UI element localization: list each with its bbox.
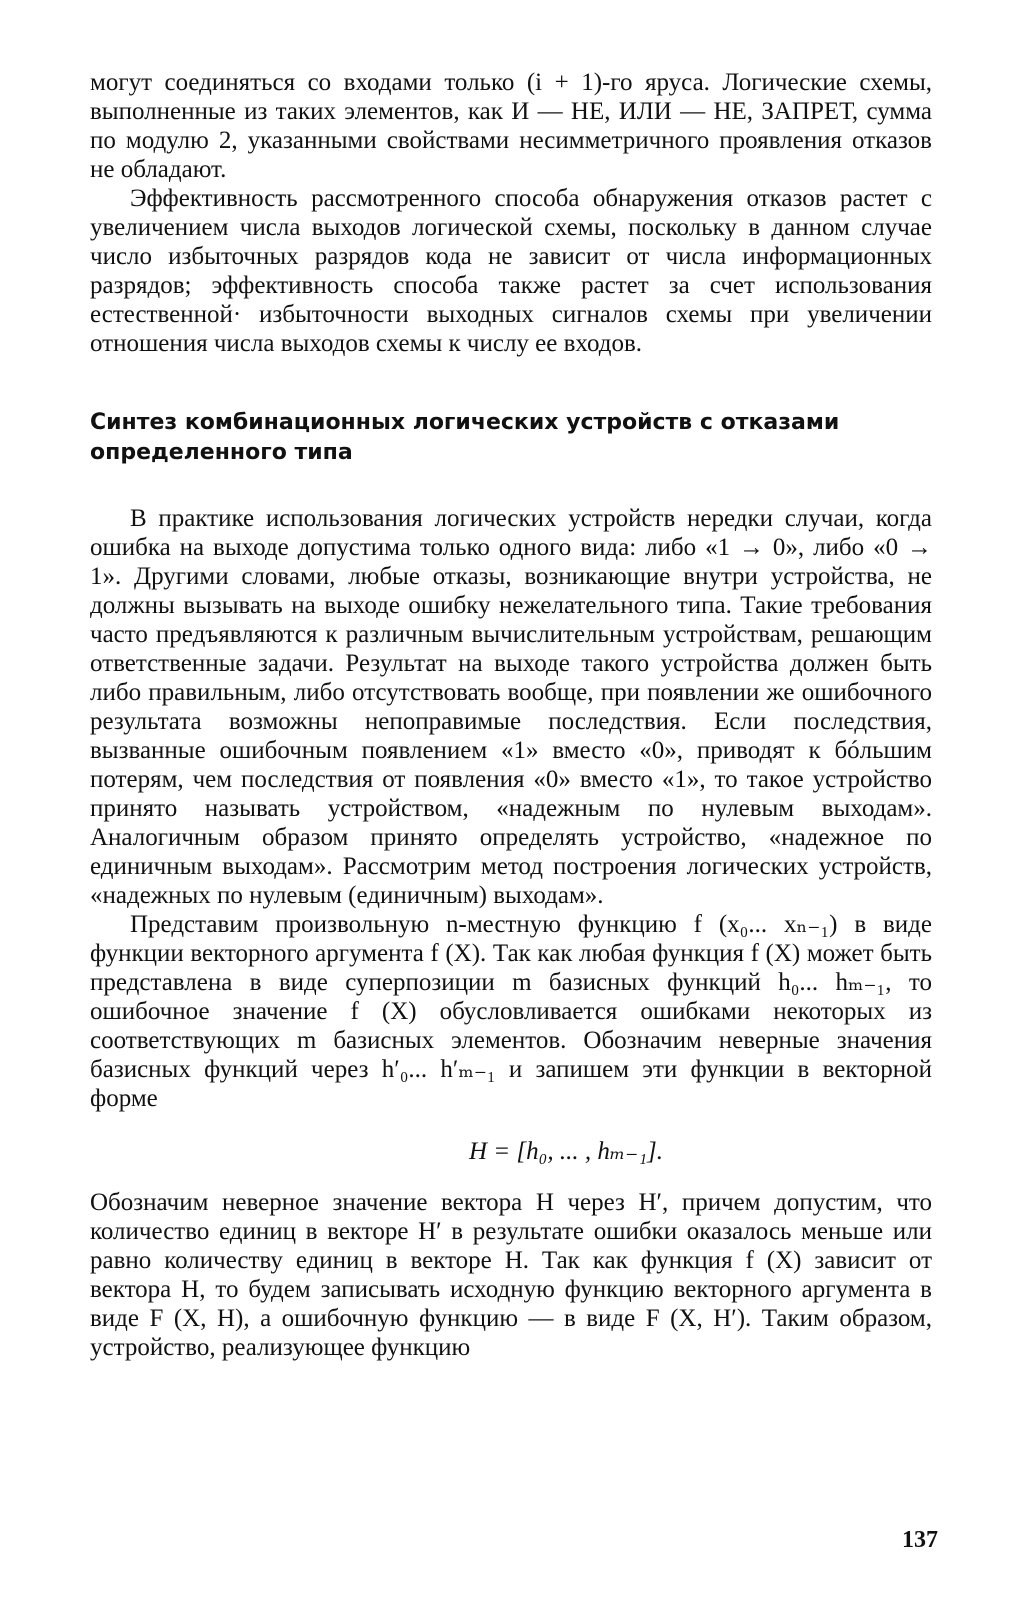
paragraph-efficiency: Эффективность рассмотренного способа обнаружения отказов растет с увеличением числа выходов логической схемы, поскольку в данном случае число избыточных разрядов кода не зависит от числа информационных разрядов; эффективность способа также растет за счет использования естественной· избыточности выходных сигналов схемы при увеличении отношения числа выходов схемы к числу ее входов.: [90, 185, 932, 357]
section-heading: Синтез комбинационных логических устройств с отказами определенного типа: [90, 410, 840, 465]
page-body: [90, 68, 932, 1362]
page-number: 137: [902, 1527, 938, 1553]
paragraph-practice: В практике использования логических устройств нередки случаи, когда ошибка на выходе допустима только одного вида: либо «1 → 0», либо «0 → 1». Другими словами, любые отказы, возникающие внутри устройства, не должны вызывать на выходе ошибку нежелательного типа. Такие требования часто предъявляются к различным вычислительным устройствам, решающим ответственные задачи. Результат на выходе такого устройства должен быть либо правильным, либо отсутствовать вообще, при появлении же ошибочного результата возможны непоправимые последствия. Если последствия, вызванные ошибочным появлением «1» вместо «0», приводят к бóльшим потерям, чем последствия от появления «0» вместо «1», то такое устройство принято называть устройством, «надежным по нулевым выходам». Аналогичным образом принято определять устройство, «надежное по единичным выходам». Рассмотрим метод построения логических устройств, «надежных по нулевым (единичным) выходам».: [90, 505, 932, 909]
paragraph-error-vector: Обозначим неверное значение вектора H через H′, причем допустим, что количество единиц в векторе H′ в результате ошибки оказалось меньше или равно количеству единиц в векторе H. Так как функция f (X) зависит от вектора H, то будем записывать исходную функцию векторного аргумента в виде F (X, H), а ошибочную функцию — в виде F (X, H′). Таким образом, устройство, реализующее функцию: [90, 1189, 932, 1361]
vector-formula: H = [h₀, ... , hₘ₋₁].: [468, 1138, 664, 1165]
paragraph-function: Представим произвольную n-местную функцию f (x₀... xₙ₋₁) в виде функции векторного аргумента f (X). Так как любая функция f (X) может быть представлена в виде суперпозиции m базисных функций h₀... hₘ₋₁, то ошибочное значение f (X) обусловливается ошибками некоторых из соответствующих m базисных элементов. Обозначим неверные значения базисных функций через h′₀... h′ₘ₋₁ и запишем эти функции в векторной форме: [90, 911, 932, 1112]
paragraph-continuation: могут соединяться со входами только (i + 1)-го яруса. Логические схемы, выполненные из таких элементов, как И — НЕ, ИЛИ — НЕ, ЗАПРЕТ, сумма по модулю 2, указанными свойствами несимметричного проявления отказов не обладают.: [90, 69, 932, 183]
